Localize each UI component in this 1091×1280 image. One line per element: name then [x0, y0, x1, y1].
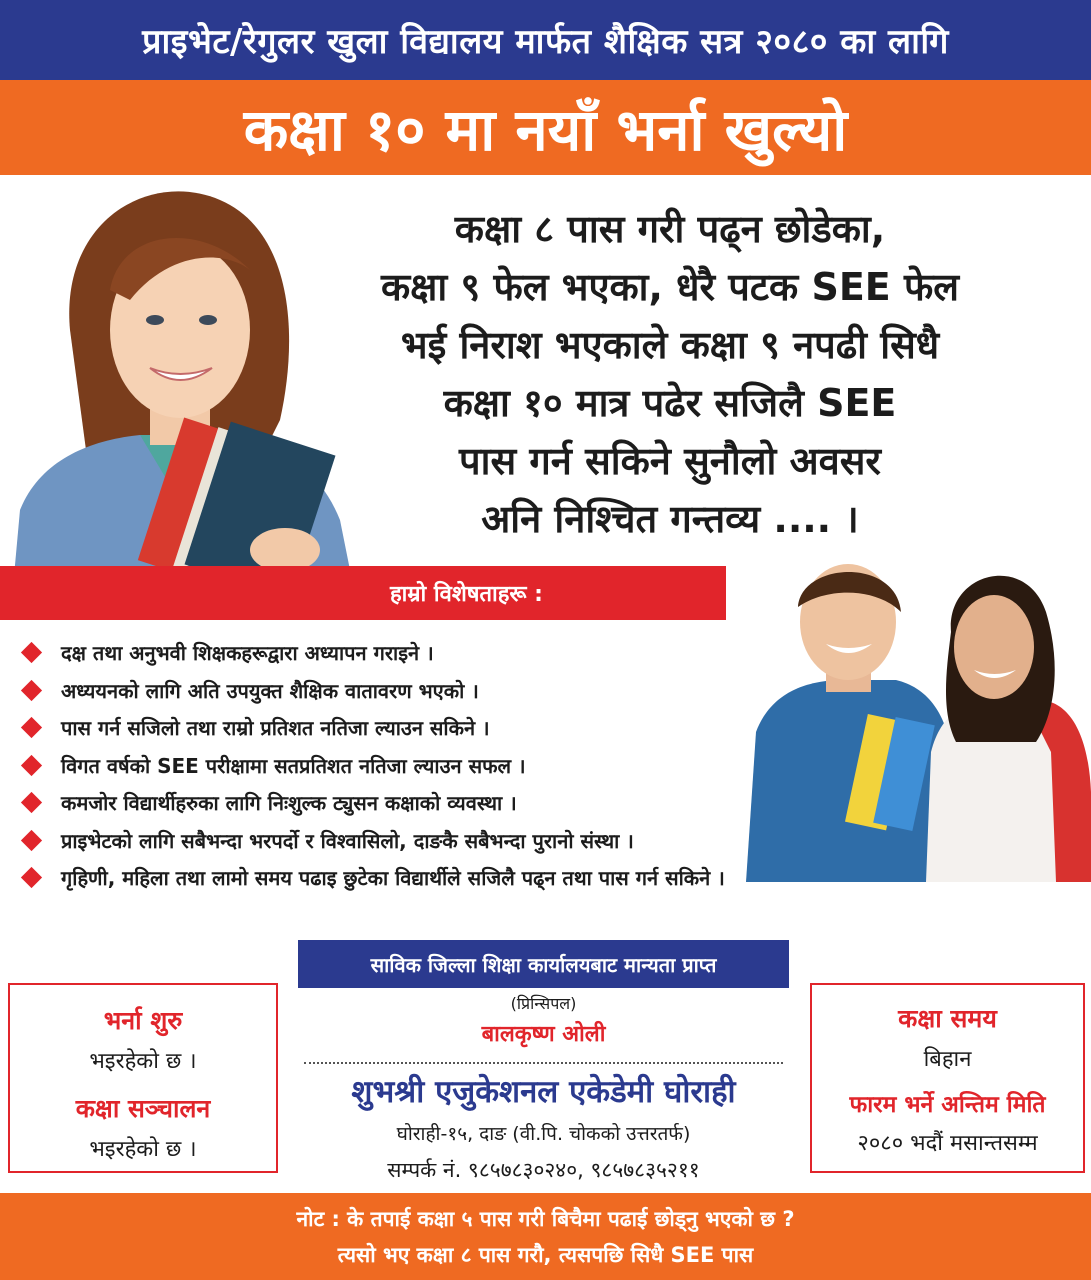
intro-line: पास गर्न सकिने सुनौलो अवसर: [459, 439, 881, 483]
headline-banner: [0, 80, 1091, 175]
institution-address: घोराही-१५, दाङ (वी.पि. चोकको उत्तरतर्फ): [396, 1123, 691, 1145]
diamond-bullet-icon: [21, 830, 42, 851]
feature-text: पास गर्न सजिलो तथा राम्रो प्रतिशत नतिजा ल्याउन सकिने ।: [61, 716, 490, 741]
intro-line: अनि निश्चित गन्तव्य .... ।: [481, 497, 859, 541]
list-item: [24, 709, 1084, 747]
form-deadline-value: २०८० भदौं मसान्तसम्म: [857, 1131, 1038, 1156]
list-item: [24, 822, 1084, 860]
features-header-bar: [0, 566, 820, 620]
diamond-bullet-icon: [21, 755, 42, 776]
features-list: [24, 634, 1084, 897]
list-item: [24, 672, 1084, 710]
principal-role: (प्रिन्सिपल): [510, 994, 577, 1013]
list-item: [24, 634, 1084, 672]
intro-line: कक्षा ८ पास गरी पढ्न छोडेका,: [454, 207, 886, 251]
feature-text: विगत वर्षको SEE परीक्षामा सतप्रतिशत नतिजा ल्याउन सफल ।: [61, 753, 526, 778]
class-operation-heading: कक्षा सञ्चालन: [75, 1094, 211, 1123]
class-time-heading: कक्षा समय: [898, 1004, 997, 1033]
feature-text: कमजोर विद्यार्थीहरुका लागि निःशुल्क ट्युसन कक्षाको व्यवस्था ।: [61, 791, 517, 816]
intro-line: कक्षा ९ फेल भएका, धेरै पटक SEE फेल: [380, 265, 960, 309]
headline-text: कक्षा १० मा नयाँ भर्ना खुल्यो: [243, 96, 848, 164]
intro-line: भई निराश भएकाले कक्षा ९ नपढी सिधै: [400, 323, 940, 367]
intro-paragraph: [250, 200, 1090, 548]
session-banner: [0, 0, 1091, 80]
contact-numbers: सम्पर्क नं. ९८५७८३०२४०, ९८५७८३५२११: [387, 1158, 700, 1182]
note-line: त्यसो भए कक्षा ८ पास गरौ, त्यसपछि सिधै SEE पास: [337, 1243, 754, 1267]
recognition-text: साविक जिल्ला शिक्षा कार्यालयबाट मान्यता प्राप्त: [370, 952, 717, 977]
diamond-bullet-icon: [21, 717, 42, 738]
diamond-bullet-icon: [21, 867, 42, 888]
list-item: [24, 859, 1084, 897]
class-time-value: बिहान: [923, 1047, 972, 1072]
diamond-bullet-icon: [21, 680, 42, 701]
divider: [304, 1062, 783, 1064]
note-line: नोट : के तपाई कक्षा ५ पास गरी बिचैमा पढाई छोड्नु भएको छ ?: [296, 1207, 795, 1231]
intro-line: कक्षा १० मात्र पढेर सजिलै SEE: [443, 381, 897, 425]
institution-block: [298, 992, 789, 1184]
feature-text: प्राइभेटको लागि सबैभन्दा भरपर्दो र विश्वासिलो, दाङकै सबैभन्दा पुरानो संस्था ।: [61, 828, 634, 853]
admission-heading: भर्ना शुरु: [103, 1006, 183, 1035]
schedule-info-box: [810, 983, 1085, 1173]
feature-text: गृहिणी, महिला तथा लामो समय पढाइ छुटेका विद्यार्थीले सजिलै पढ्न तथा पास गर्न सकिने ।: [61, 866, 725, 891]
principal-name: बालकृष्ण ओली: [481, 1022, 606, 1047]
note-banner: [0, 1193, 1091, 1280]
list-item: [24, 784, 1084, 822]
diamond-bullet-icon: [21, 642, 42, 663]
class-operation-status: भइरहेको छ ।: [89, 1137, 197, 1162]
feature-text: अध्ययनको लागि अति उपयुक्त शैक्षिक वातावरण भएको ।: [61, 678, 479, 703]
recognition-banner: [298, 940, 789, 988]
list-item: [24, 747, 1084, 785]
session-text: प्राइभेट/रेगुलर खुला विद्यालय मार्फत शैक्षिक सत्र २०८० का लागि: [142, 22, 949, 62]
admission-info-box: [8, 983, 278, 1173]
form-deadline-heading: फारम भर्ने अन्तिम मिति: [849, 1092, 1046, 1118]
feature-text: दक्ष तथा अनुभवी शिक्षकहरूद्वारा अध्यापन गराइने ।: [61, 641, 434, 666]
admission-status: भइरहेको छ ।: [89, 1049, 197, 1074]
features-title: हाम्रो विशेषताहरू :: [390, 582, 543, 607]
institution-name: शुभश्री एजुकेशनल एकेडेमी घोराही: [351, 1074, 736, 1110]
diamond-bullet-icon: [21, 792, 42, 813]
